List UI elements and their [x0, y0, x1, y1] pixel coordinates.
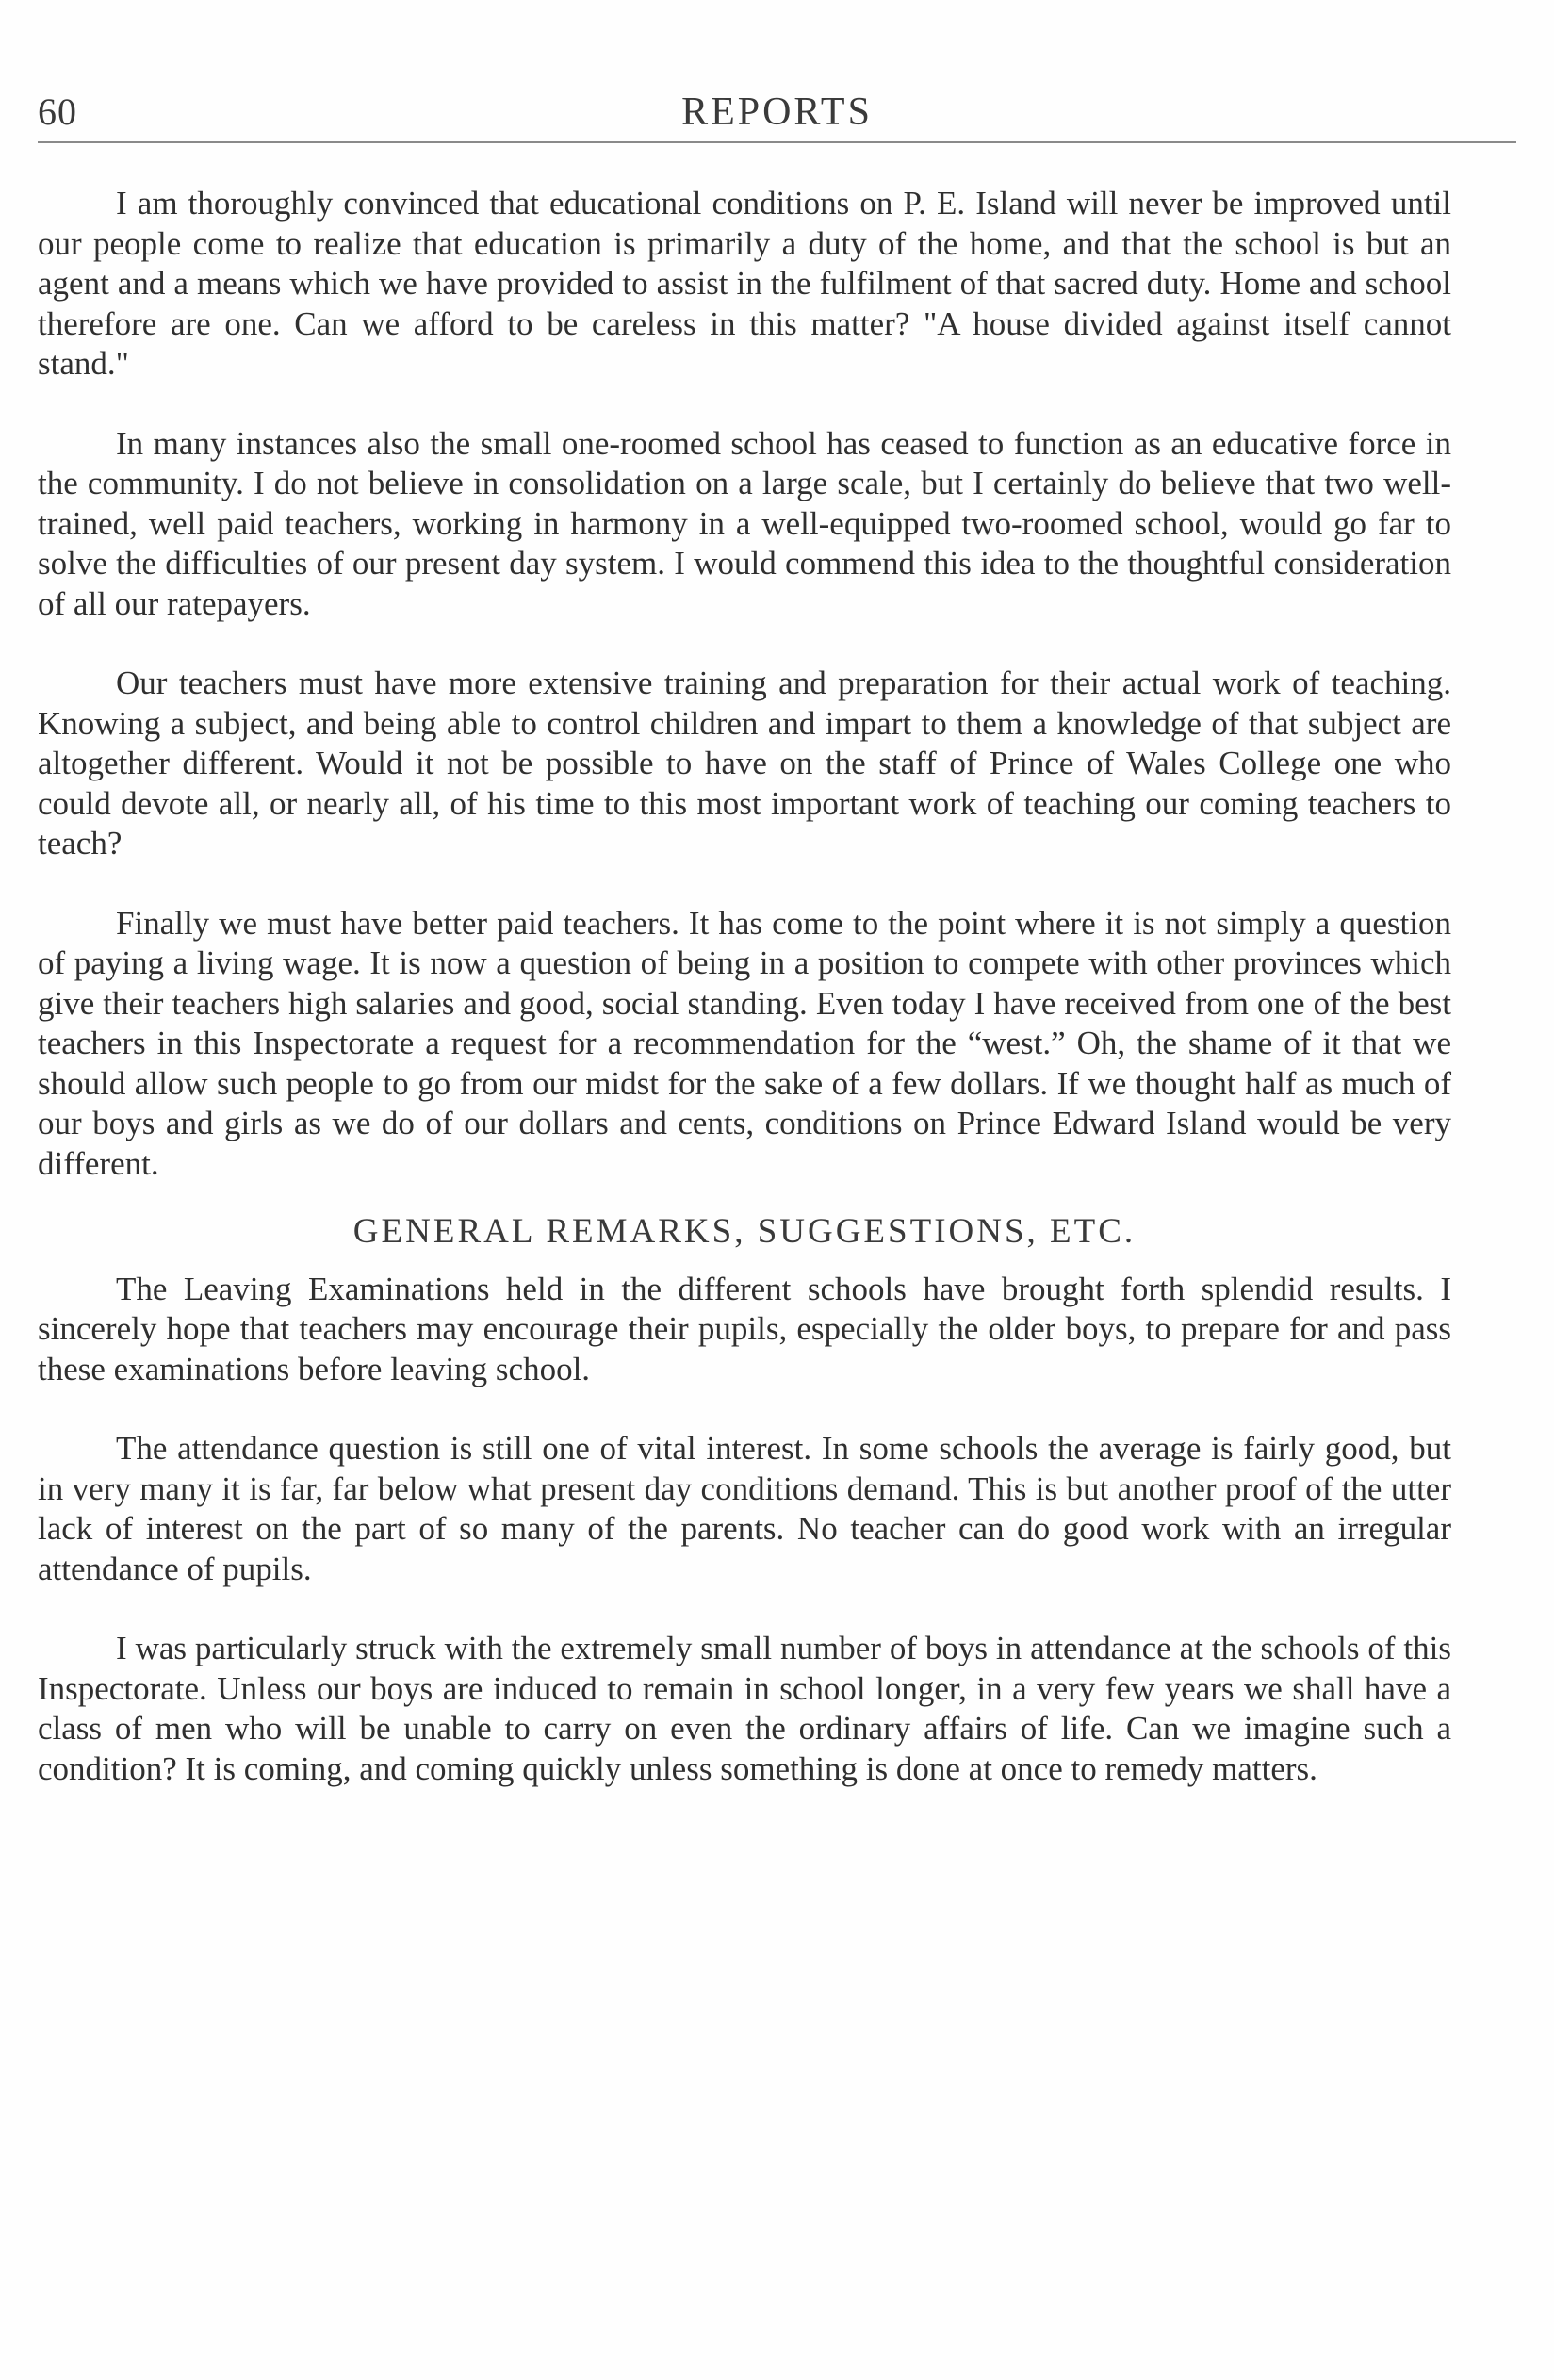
page-header: [38, 90, 1516, 146]
paragraph-boys-attendance: I was particularly struck with the extremely small number of boys in attendance at the schools of this Inspectorate. Unless our boys are induced to remain in school longer, in a very few years we shall have a class of men who will be unable to carry on even the ordinary affairs of life. Can we imagine such a condition? It is coming, and coming quickly unless something is done at once to remedy matters.: [38, 1630, 1451, 1787]
paragraph-teacher-training: Our teachers must have more extensive training and preparation for their actual work of teaching. Knowing a subject, and being able to control children and impart to them a knowledge of that subject are altogether different. Would it not be possible to have on the staff of Prince of Wales College one who could devote all, or nearly all, of his time to this most important work of teaching our coming teachers to teach?: [38, 665, 1451, 862]
paragraph-consolidation: In many instances also the small one-roomed school has ceased to function as an educative force in the community. I do not believe in consolidation on a large scale, but I certainly do believe that two well-trained, well paid teachers, working in harmony in a well-equipped two-roomed school, would go far to solve the difficulties of our present day system. I would commend this idea to the thoughtful consideration of all our ratepayers.: [38, 424, 1451, 622]
section-heading: GENERAL REMARKS, SUGGESTIONS, ETC.: [352, 1212, 1137, 1251]
paragraph-teacher-pay: Finally we must have better paid teachers. It has come to the point where it is not simply a question of paying a living wage. It is now a question of being in a position to compete with other provinces which give their teachers high salaries and good, social standing. Even today I have received from one of the best teachers in this Inspectorate a request for a recommendation for the “west.” Oh, the shame of it that we should allow such people to go from our midst for the sake of a few dollars. If we thought half as much of our boys and girls as we do of our dollars and cents, conditions on Prince Edward Island would be very different.: [38, 904, 1451, 1182]
body-text: [38, 184, 1451, 1829]
page-number: 60: [38, 90, 77, 133]
paragraph-leaving-examinations: The Leaving Examinations held in the different schools have brought forth splendid results. I sincerely hope that teachers may encourage their pupils, especially the older boys, to prepare for and pass these examinations before leaving school.: [38, 1270, 1451, 1387]
paragraph-home-and-school: I am thoroughly convinced that educational conditions on P. E. Island will never be improved until our people come to realize that education is primarily a duty of the home, and that the school is but an agent and a means which we have provided to assist in the fulfilment of that sacred duty. Home and school therefore are one. Can we afford to be careless in this matter? "A house divided against itself cannot stand.": [38, 185, 1451, 382]
header-rule: [38, 141, 1516, 143]
running-head: REPORTS: [681, 90, 873, 134]
paragraph-attendance: The attendance question is still one of vital interest. In some schools the average is fairly good, but in very many it is far, far below what present day conditions demand. This is but another proof of the utter lack of interest on the part of so many of the parents. No teacher can do good work with an irregular attendance of pupils.: [38, 1430, 1451, 1587]
